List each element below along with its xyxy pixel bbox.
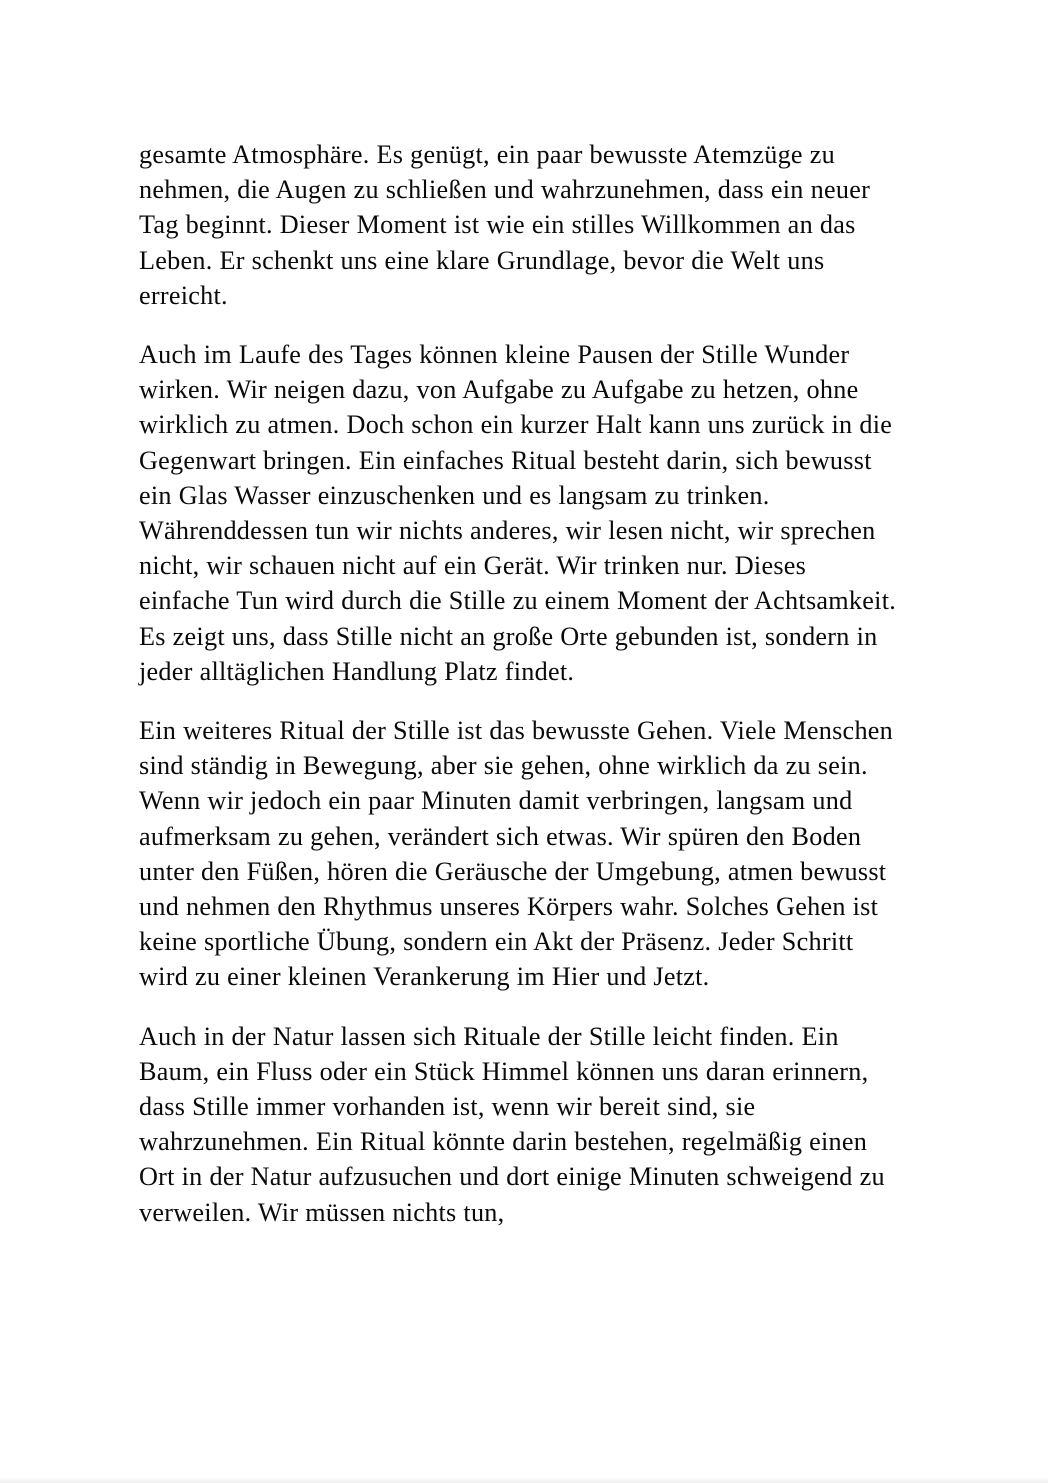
paragraph-3: Ein weiteres Ritual der Stille ist das bewusste Gehen. Viele Menschen sind ständig in Bewegung, aber sie gehen, ohne wirklich da zu sein. Wenn wir jedoch ein paar Minuten damit verbringen, langsam und aufmerksam zu gehen, verändert sich etwas. Wir spüren den Boden unter den Füßen, hören die Geräusche der Umgebung, atmen bewusst und nehmen den Rhythmus unseres Körpers wahr. Solches Gehen ist keine sportliche Übung, sondern ein Akt der Präsenz. Jeder Schritt wird zu einer kleinen Verankerung im Hier und Jetzt. <box>139 716 894 992</box>
page-bottom-edge <box>0 1477 1048 1483</box>
paragraph-4: Auch in der Natur lassen sich Rituale der Stille leicht finden. Ein Baum, ein Fluss oder ein Stück Himmel können uns daran erinnern, dass Stille immer vorhanden ist, wenn wir bereit sind, sie wahrzunehmen. Ein Ritual könnte darin bestehen, regelmäßig einen Ort in der Natur aufzusuchen und dort einige Minuten schweigend zu verweilen. Wir müssen nichts tun, <box>139 1021 885 1227</box>
body-text-column <box>139 137 899 1230</box>
paragraph-2: Auch im Laufe des Tages können kleine Pausen der Stille Wunder wirken. Wir neigen dazu, von Aufgabe zu Aufgabe zu hetzen, ohne wirklich zu atmen. Doch schon ein kurzer Halt kann uns zurück in die Gegenwart bringen. Ein einfaches Ritual besteht darin, sich bewusst ein Glas Wasser einzuschenken und es langsam zu trinken. Währenddessen tun wir nichts anderes, wir lesen nicht, wir sprechen nicht, wir schauen nicht auf ein Gerät. Wir trinken nur. Dieses einfache Tun wird durch die Stille zu einem Moment der Achtsamkeit. Es zeigt uns, dass Stille nicht an große Orte gebunden ist, sondern in jeder alltäglichen Handlung Platz findet. <box>139 340 897 686</box>
paragraph-1: gesamte Atmosphäre. Es genügt, ein paar bewusste Atemzüge zu nehmen, die Augen zu schließen und wahrzunehmen, dass ein neuer Tag beginnt. Dieser Moment ist wie ein stilles Willkommen an das Leben. Er schenkt uns eine klare Grundlage, bevor die Welt uns erreicht. <box>139 140 871 310</box>
